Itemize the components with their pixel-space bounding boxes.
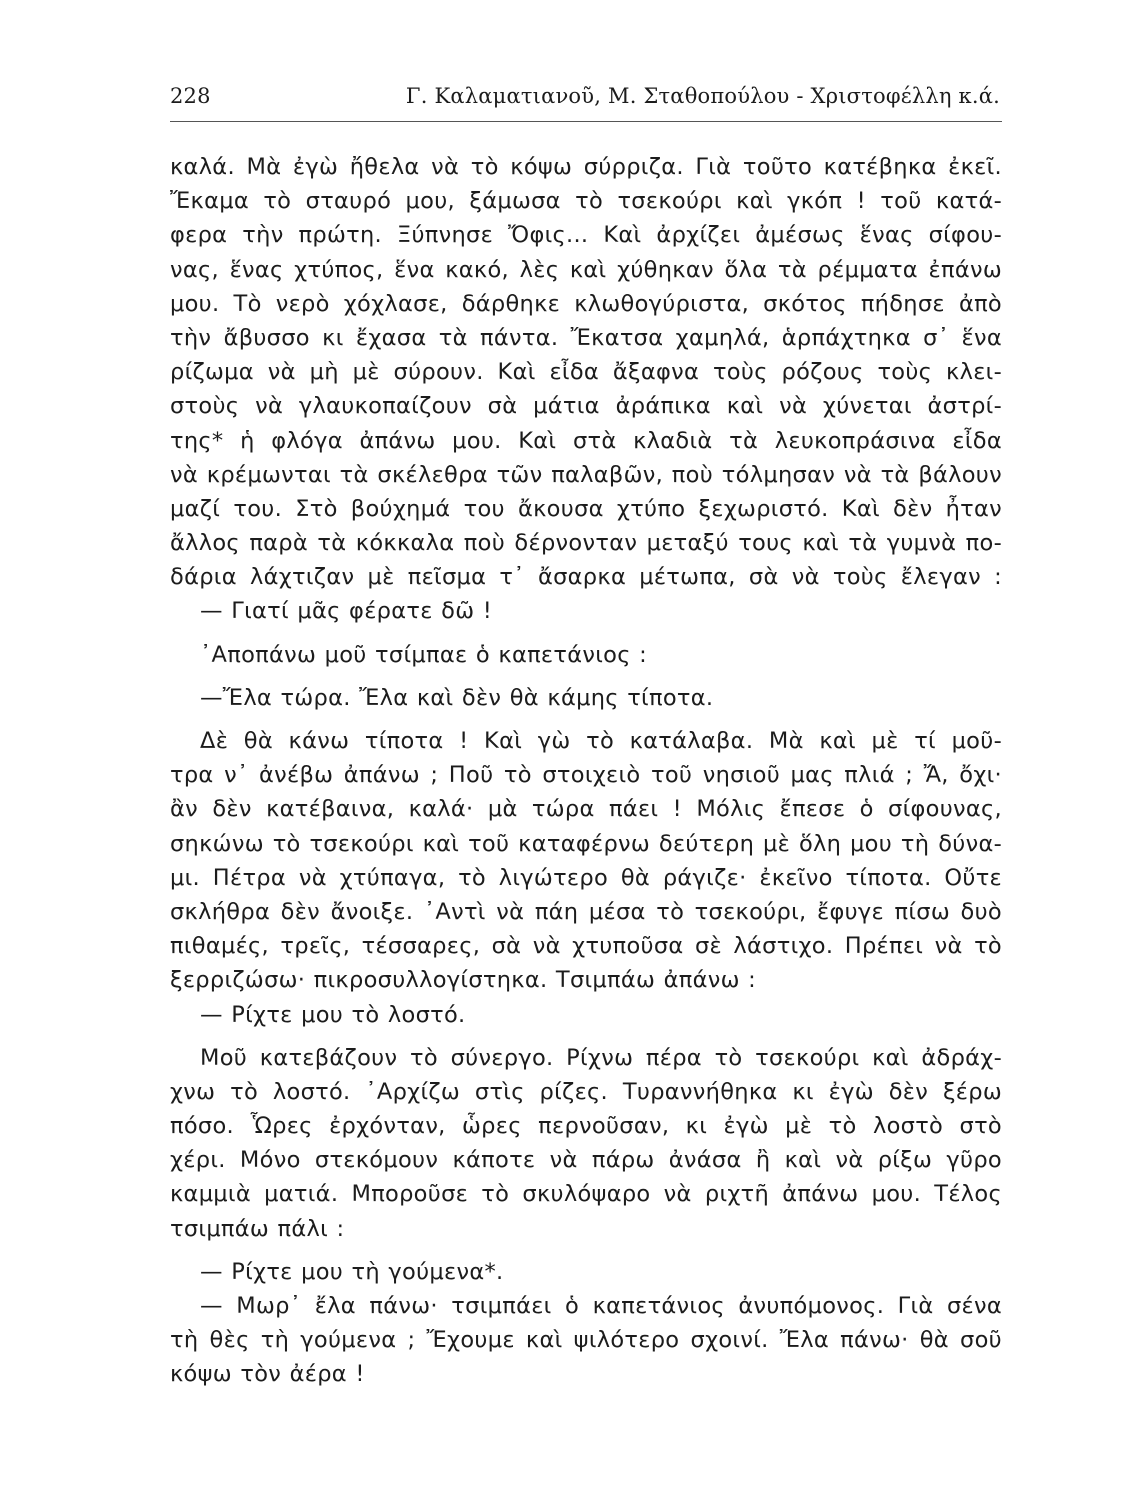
text-line: ἄλλος παρὰ τὰ κόκκαλα ποὺ δέρνονταν μεταξύ τους καὶ τὰ γυμνὰ πο- xyxy=(170,530,1002,557)
page-header xyxy=(170,84,1000,114)
text-line: καμμιὰ ματιά. Μποροῦσε τὸ σκυλόψαρο νὰ ριχτῆ ἀπάνω μου. Τέλος xyxy=(170,1181,1002,1208)
dialogue-line: — Μωρ᾽ ἔλα πάνω· τσιμπάει ὁ καπετάνιος ἀνυπόμονος. Γιὰ σένα xyxy=(200,1293,1002,1319)
body-text xyxy=(170,150,1002,1392)
text-line: σηκώνω τὸ τσεκούρι καὶ τοῦ καταφέρνω δεύτερη μὲ ὅλη μου τὴ δύνα- xyxy=(170,830,1002,857)
text-line: στοὺς νὰ γλαυκοπαίζουν σὰ μάτια ἀράπικα καὶ νὰ χύνεται ἀστρί- xyxy=(170,393,1002,420)
text-line: κόψω τὸν ἀέρα ! xyxy=(170,1361,365,1388)
text-line: ρίζωμα νὰ μὴ μὲ σύρουν. Καὶ εἶδα ἄξαφνα τοὺς ρόζους τοὺς κλει- xyxy=(170,359,1002,386)
text-line: χέρι. Μόνο στεκόμουν κάποτε νὰ πάρω ἀνάσα ἢ καὶ νὰ ρίξω γῦρο xyxy=(170,1147,1002,1174)
text-line: νας, ἕνας χτύπος, ἕνα κακό, λὲς καὶ χύθηκαν ὅλα τὰ ρέμματα ἐπάνω xyxy=(170,256,1002,283)
dialogue-line: — Ρίχτε μου τὸ λοστό. xyxy=(200,1001,466,1028)
text-line: μι. Πέτρα νὰ χτύπαγα, τὸ λιγώτερο θὰ ράγιζε· ἐκεῖνο τίποτα. Οὔτε xyxy=(170,864,1002,891)
text-line: ἂν δὲν κατέβαινα, καλά· μὰ τώρα πάει ! Μόλις ἔπεσε ὁ σίφουνας, xyxy=(170,796,1002,823)
text-line: χνω τὸ λοστό. ᾽Αρχίζω στὶς ρίζες. Τυραννήθηκα κι ἐγὼ δὲν ξέρω xyxy=(170,1078,1002,1105)
text-line: νὰ κρέμωνται τὰ σκέλεθρα τῶν παλαβῶν, ποὺ τόλμησαν νὰ τὰ βάλουν xyxy=(170,461,1002,488)
text-line: τὴ θὲς τὴ γούμενα ; Ἔχουμε καὶ ψιλότερο σχοινί. Ἔλα πάνω· θὰ σοῦ xyxy=(170,1327,1002,1354)
header-rule xyxy=(170,121,1002,122)
page-number: 228 xyxy=(170,84,211,108)
text-line: τσιμπάω πάλι : xyxy=(170,1215,345,1242)
text-line: δάρια λάχτιζαν μὲ πεῖσμα τ᾽ ἄσαρκα μέτωπα, σὰ νὰ τοὺς ἔλεγαν : xyxy=(170,564,1002,591)
text-line: ξερριζώσω· πικροσυλλογίστηκα. Τσιμπάω ἀπάνω : xyxy=(170,967,757,994)
running-head: Γ. Καλαματιανοῦ, Μ. Σταθοπούλου - Χριστοφέλλη κ.ά. xyxy=(405,84,1000,108)
text-line: φερα τὴν πρώτη. Ξύπνησε Ὄφις... Καὶ ἀρχίζει ἀμέσως ἕνας σίφου- xyxy=(170,222,1002,249)
text-line: μαζί του. Στὸ βούχημά του ἄκουσα χτύπο ξεχωριστό. Καὶ δὲν ἦταν xyxy=(170,495,1002,522)
text-line: ᾽Αποπάνω μοῦ τσίμπαε ὁ καπετάνιος : xyxy=(200,641,648,668)
text-line: καλά. Μὰ ἐγὼ ἤθελα νὰ τὸ κόψω σύρριζα. Γιὰ τοῦτο κατέβηκα ἐκεῖ. xyxy=(170,154,1002,180)
text-line: Δὲ θὰ κάνω τίποτα ! Καὶ γὼ τὸ κατάλαβα. Μὰ καὶ μὲ τί μοῦ- xyxy=(200,728,1002,754)
text-line: πιθαμές, τρεῖς, τέσσαρες, σὰ νὰ χτυποῦσα σὲ λάστιχο. Πρέπει νὰ τὸ xyxy=(170,933,1002,960)
text-line: τρα ν᾽ ἀνέβω ἀπάνω ; Ποῦ τὸ στοιχειὸ τοῦ νησιοῦ μας πλιά ; Ἄ, ὄχι· xyxy=(170,762,1002,789)
dialogue-line: — Ρίχτε μου τὴ γούμενα*. xyxy=(200,1258,504,1285)
text-line: σκλήθρα δὲν ἄνοιξε. ᾽Αντὶ νὰ πάη μέσα τὸ τσεκούρι, ἔφυγε πίσω δυὸ xyxy=(170,898,1002,925)
text-line: μου. Τὸ νερὸ χόχλασε, δάρθηκε κλωθογύριστα, σκότος πήδησε ἀπὸ xyxy=(170,290,1002,317)
text-line: της* ἡ φλόγα ἀπάνω μου. Καὶ στὰ κλαδιὰ τὰ λευκοπράσινα εἶδα xyxy=(170,427,1002,454)
text-line: πόσο. Ὧρες ἐρχόνταν, ὧρες περνοῦσαν, κι ἐγὼ μὲ τὸ λοστὸ στὸ xyxy=(170,1113,1002,1140)
text-line: τὴν ἄβυσσο κι ἔχασα τὰ πάντα. Ἔκατσα χαμηλά, ἁρπάχτηκα σ᾽ ἕνα xyxy=(170,324,1002,351)
dialogue-line: — Γιατί μᾶς φέρατε δῶ ! xyxy=(200,598,493,625)
text-line: Ἔκαμα τὸ σταυρό μου, ξάμωσα τὸ τσεκούρι καὶ γκόπ ! τοῦ κατά- xyxy=(170,188,1002,215)
dialogue-line: —Ἔλα τώρα. Ἔλα καὶ δὲν θὰ κάμης τίποτα. xyxy=(200,684,714,711)
text-line: Μοῦ κατεβάζουν τὸ σύνεργο. Ρίχνω πέρα τὸ τσεκούρι καὶ ἀδράχ- xyxy=(200,1044,1002,1071)
